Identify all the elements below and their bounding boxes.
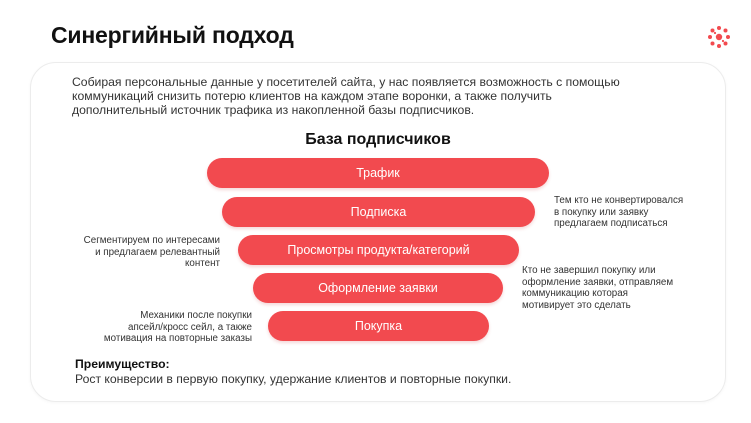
note-purchase: Механики после покупки апсейл/кросс сейл, а также мотивация на повторные заказы (103, 310, 252, 344)
funnel-stage-purchase: Покупка (268, 311, 489, 341)
brand-logo-icon (706, 24, 732, 50)
page-title: Синергийный подход (51, 22, 294, 48)
funnel-stage-traffic: Трафик (207, 158, 549, 188)
advantage-title: Преимущество: (75, 357, 170, 371)
funnel-stage-order: Оформление заявки (253, 273, 503, 303)
intro-line: дополнительный источник трафика из накопленной базы подписчиков. (72, 103, 475, 117)
funnel-stage-product-views: Просмотры продукта/категорий (238, 235, 519, 265)
funnel-title: База подписчиков (305, 131, 451, 148)
note-segment: Сегментируем по интересами и предлагаем релевантный контент (83, 235, 220, 269)
intro-line: Собирая персональные данные у посетителей сайта, у нас появляется возможность с помощью (72, 75, 620, 89)
funnel-stage-subscription: Подписка (222, 197, 535, 227)
intro-paragraph (72, 75, 692, 117)
advantage-text: Рост конверсии в первую покупку, удержание клиентов и повторные покупки. (75, 372, 512, 386)
note-subscribe: Тем кто не конвертировался в покупку или заявку предлагаем подписаться (554, 195, 684, 229)
intro-line: коммуникаций снизить потерю клиентов на каждом этапе воронки, а также получить (72, 89, 552, 103)
note-order: Кто не завершил покупку или оформление заявки, отправляем коммуникацию которая мотивирует это сделать (522, 265, 674, 311)
